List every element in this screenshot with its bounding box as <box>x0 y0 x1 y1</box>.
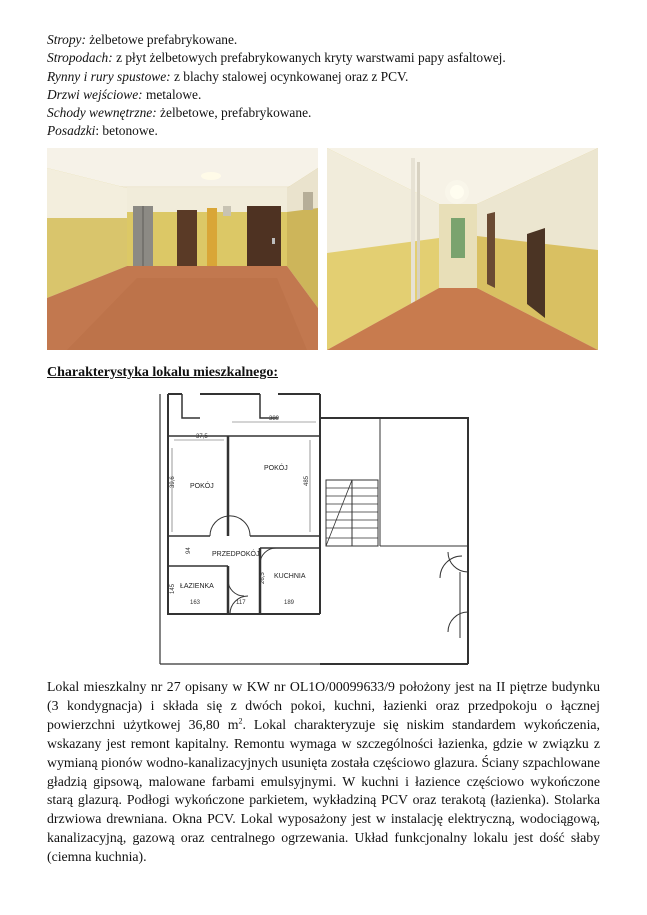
photo-corridor <box>327 148 598 350</box>
spec-row-stropodach: Stropodach: z płyt żelbetowych prefabrykowanych kryty warstwami papy asfaltowej. <box>47 50 506 66</box>
spec-row-drzwi: Drzwi wejściowe: metalowe. <box>47 86 202 102</box>
building-specs <box>47 31 506 141</box>
dim-label-d5: 94 <box>186 547 192 554</box>
room-label-pokoj-1: POKÓJ <box>190 483 214 490</box>
dim-label-d9: 189 <box>284 600 295 606</box>
spec-row-schody: Schody wewnętrzne: żelbetowe, prefabrykowane. <box>47 105 312 121</box>
apartment-description: Lokal mieszkalny nr 27 opisany w KW nr OL1O/00099633/9 położony jest na II piętrze budynku (3 kondygnacja) i składa się z dwóch pokoi, kuchni, łazienki oraz przedpokoju o łącznej powierzchni użytkowej 36,80 $m^2$. Lokal charakteryzuje się niskim standardem wykończenia, wskazany jest remont kapitalny. Remontu wymaga w szczególności łazienka, gdzie w związku z wymianą pionów wodno-kanalizacyjnych usunięta została częściowo glazura. Ściany szpachlowane gładzią gipsową, malowane farbami emulsyjnymi. W kuchni i łazience częściowo wykończone starą glazurą. Podłogi wykończone parkietem, wykładziną PCV oraz terakotą (łazienka). Stolarka drzwiowa drewniana. Okna PCV. Lokal wyposażony jest w instalację elektryczną, wodociągową, kanalizacyjną, gazową oraz centralnego ogrzewania. Układ funkcjonalny lokalu jest dość słaby (ciemna kuchnia). <box>47 679 600 865</box>
room-label-przedpokoj: PRZEDPOKÓJ <box>212 551 260 558</box>
room-label-lazienka: ŁAZIENKA <box>180 583 214 590</box>
spec-row-rynny: Rynny i rury spustowe: z blachy stalowej ocynkowanej oraz z PCV. <box>47 68 409 84</box>
spec-row-stropy: Stropy: żelbetowe prefabrykowane. <box>47 32 238 47</box>
dim-label-d1: 37,5 <box>196 434 208 440</box>
dim-label-d6: 145 <box>170 583 176 594</box>
floor-plan <box>150 388 470 668</box>
dim-label-d8: 117 <box>236 600 246 606</box>
dim-label-d4: 485 <box>304 475 310 486</box>
dim-label-d10: 26,5 <box>260 572 266 584</box>
section-heading: Charakterystyka lokalu mieszkalnego: <box>47 365 278 380</box>
photo-stairwell-landing <box>47 148 318 350</box>
dim-label-d3: 39,6 <box>170 476 176 488</box>
dim-label-d7: 163 <box>190 600 201 606</box>
dim-label-d2: 389 <box>269 416 280 422</box>
spec-row-posadzki: Posadzki: betonowe. <box>47 123 158 139</box>
room-label-pokoj-2: POKÓJ <box>264 465 288 472</box>
room-label-kuchnia: KUCHNIA <box>274 573 306 580</box>
